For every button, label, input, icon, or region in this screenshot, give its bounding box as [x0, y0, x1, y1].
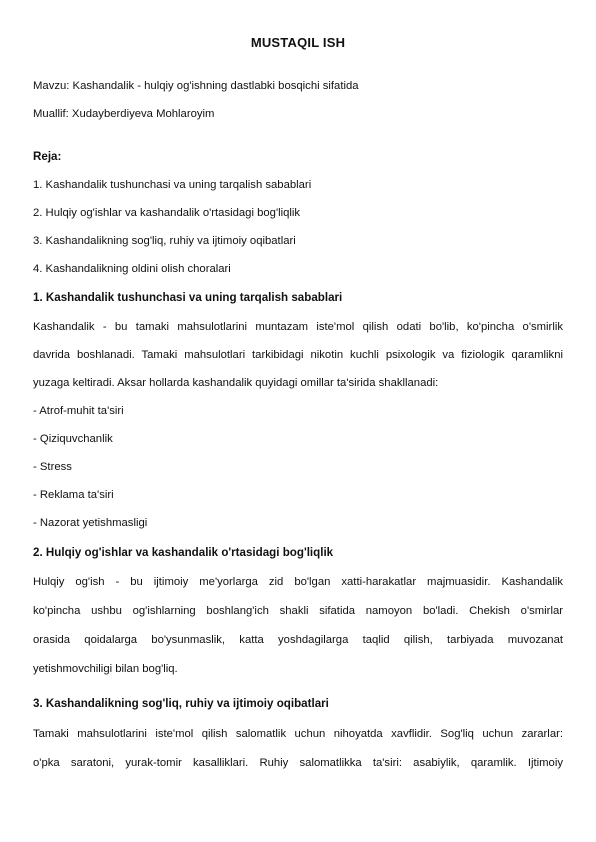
section-heading: 3. Kashandalikning sog'liq, ruhiy va ijtimoiy oqibatlari — [33, 697, 329, 710]
document-title: MUSTAQIL ISH — [250, 35, 346, 50]
paragraph-line: yetishmovchiligi bilan bog'liq. — [33, 663, 178, 675]
paragraph-line: Kashandalik - bu tamaki mahsulotlarini muntazam iste'mol qilish odati bo'lib, ko'pincha o'smirlik — [33, 321, 563, 333]
list-item: - Qiziquvchanlik — [33, 433, 113, 445]
plan-item: 2. Hulqiy og'ishlar va kashandalik o'rtasidagi bog'liqlik — [33, 207, 301, 219]
list-item: - Nazorat yetishmasligi — [33, 517, 148, 529]
paragraph-line: o'pka saratoni, yurak-tomir kasalliklari. Ruhiy salomatlikka ta'siri: asabiylik, qaramlik. Ijtimoiy — [33, 757, 563, 769]
author-line: Muallif: Xudayberdiyeva Mohlaroyim — [33, 108, 215, 120]
plan-item: 3. Kashandalikning sog'liq, ruhiy va ijtimoiy oqibatlari — [33, 235, 296, 247]
paragraph-line: yuzaga keltiradi. Aksar hollarda kashandalik quyidagi omillar ta'sirida shakllanadi: — [33, 377, 439, 389]
paragraph-line: Tamaki mahsulotlarini iste'mol qilish salomatlik uchun nihoyatda xavflidir. Sog'liq uchun zararlar: — [33, 728, 563, 740]
paragraph-line: ko'pincha ushbu og'ishlarning boshlang'ich shakli sifatida namoyon bo'ladi. Chekish o'smirlar — [33, 605, 563, 617]
plan-item: 4. Kashandalikning oldini olish choralari — [33, 263, 231, 275]
list-item: - Atrof-muhit ta'siri — [33, 405, 124, 417]
section-heading: 2. Hulqiy og'ishlar va kashandalik o'rtasidagi bog'liqlik — [33, 546, 334, 559]
paragraph-line: orasida qoidalarga bo'ysunmaslik, katta yoshdagilarga taqlid qilish, tarbiyada muvozanat — [33, 634, 563, 646]
plan-heading: Reja: — [33, 150, 62, 163]
section-heading: 1. Kashandalik tushunchasi va uning tarqalish sabablari — [33, 291, 343, 304]
list-item: - Reklama ta'siri — [33, 489, 114, 501]
list-item: - Stress — [33, 461, 72, 473]
plan-item: 1. Kashandalik tushunchasi va uning tarqalish sabablari — [33, 179, 312, 191]
topic-line: Mavzu: Kashandalik - hulqiy og'ishning dastlabki bosqichi sifatida — [33, 80, 359, 92]
paragraph-line: Hulqiy og'ish - bu ijtimoiy me'yorlarga zid bo'lgan xatti-harakatlar majmuasidir. Kashandalik — [33, 576, 563, 588]
paragraph-line: davrida boshlanadi. Tamaki mahsulotlari tarkibidagi nikotin kuchli psixologik va fiziologik qaramlikni — [33, 349, 563, 361]
